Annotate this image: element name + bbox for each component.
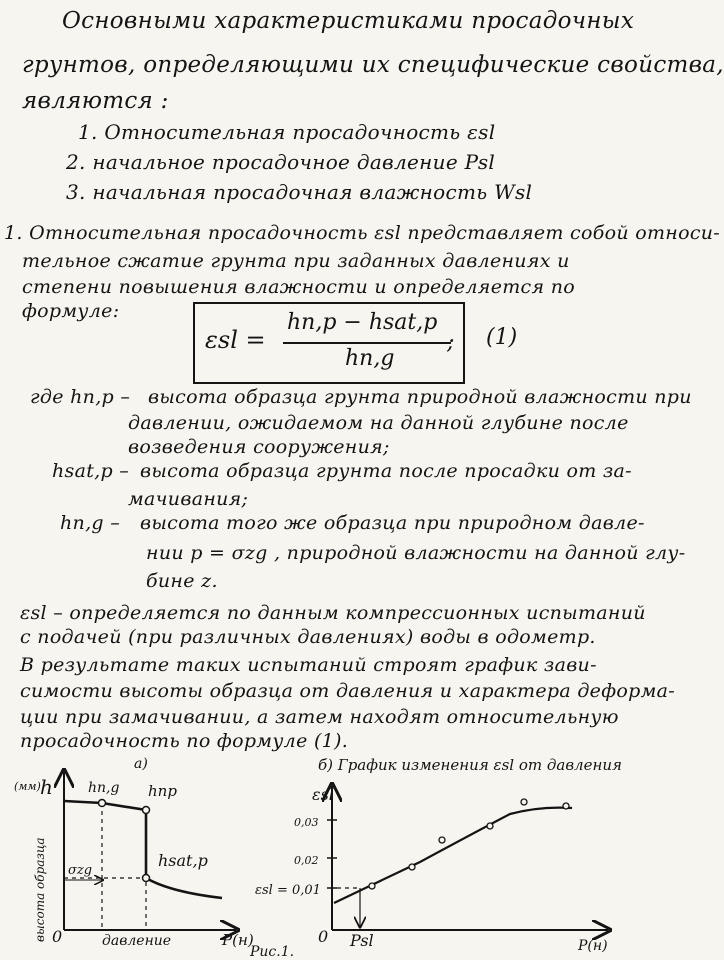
graph-b-label-esl-001: εsl = 0,01 [255, 883, 321, 898]
graph-b-caption: б) График изменения εsl от давления [318, 756, 622, 774]
formula-terminator: ; [447, 330, 455, 355]
graph-a-x-symbol: P(н) [222, 931, 254, 949]
graph-b-point [439, 837, 445, 843]
graph-a-y-axis-label: высота образца [33, 837, 47, 942]
section1-line-1: 1. Относительная просадочность εsl представляет собой относи- [4, 222, 721, 244]
characteristic-2: 2. начальное просадочное давление Psl [66, 150, 496, 174]
graph-a-y-symbol: h [40, 775, 53, 799]
def3-line-2: нии p = σzg , природной влажности на данной глу- [146, 542, 686, 564]
def1-line-3: возведения сооружения; [128, 436, 390, 458]
graph-b-tick-label-002: 0,02 [294, 854, 319, 867]
graph-a-origin: 0 [52, 927, 63, 946]
graph-a-curve [64, 801, 222, 898]
para2-line-1: εsl – определяется по данным компрессионных испытаний [20, 602, 646, 624]
graph-b-origin: 0 [318, 927, 329, 946]
graph-b-point [487, 823, 493, 829]
formula-lhs: εsl = [205, 326, 266, 354]
graph-b-y-symbol: εsl [312, 785, 334, 804]
graph-a-label-hnp: hnp [148, 782, 177, 800]
def3-line-1: высота того же образца при природном давле- [140, 512, 645, 534]
characteristic-3: 3. начальная просадочная влажность Wsl [66, 180, 533, 204]
section1-line-3: степени повышения влажности и определяется по [22, 276, 575, 298]
def1-line-1: высота образца грунта природной влажности при [148, 386, 692, 408]
formula-numerator: hn,p − hsat,p [287, 310, 438, 335]
def2-line-2: мачивания; [128, 488, 249, 510]
graph-b-x-symbol: P(н) [578, 938, 608, 954]
def3-line-3: бине z. [146, 570, 218, 592]
graph-b [255, 756, 622, 954]
graph-a-label-sigma: σzg [68, 863, 93, 878]
graph-b-point [563, 803, 569, 809]
def3-symbol: hn,g – [60, 512, 121, 534]
graph-a-x-axis-label: давление [102, 933, 172, 949]
graph-a-point-hnp [143, 807, 150, 814]
def2-symbol: hsat,p – [52, 460, 130, 482]
graph-a [14, 756, 254, 949]
formula-denominator: hn,g [345, 346, 395, 371]
heading-line-2: грунтов, определяющими их специфические свойства, [22, 52, 724, 78]
graph-b-point [369, 883, 375, 889]
graph-b-tick-label-003: 0,03 [294, 816, 319, 829]
formula-number: (1) [486, 325, 518, 350]
graph-a-point-hng [99, 800, 106, 807]
para2-line-4: симости высоты образца от давления и характера деформа- [20, 680, 676, 702]
def1-line-2: давлении, ожидаемом на данной глубине после [128, 412, 629, 434]
section1-line-4: формуле: [22, 300, 120, 322]
graph-a-point-hsat [143, 875, 150, 882]
heading-line-1: Основными характеристиками просадочных [62, 8, 635, 34]
para2-line-3: В результате таких испытаний строят график зави- [20, 654, 597, 676]
heading-line-3: являются : [22, 88, 169, 114]
graph-b-x-label-psl: Psl [350, 931, 374, 950]
characteristic-1: 1. Относительная просадочность εsl [78, 120, 496, 144]
graph-a-panel-label: а) [134, 756, 148, 772]
def1-symbol: где hn,p – [30, 386, 131, 408]
graph-b-point [521, 799, 527, 805]
graph-a-y-unit: (мм) [14, 780, 41, 793]
def2-line-1: высота образца грунта после просадки от за- [140, 460, 632, 482]
figure-caption: Рис.1. [250, 944, 295, 960]
section1-line-2: тельное сжатие грунта при заданных давлениях и [22, 250, 570, 272]
graph-a-label-hng: hn,g [88, 780, 120, 796]
para2-line-2: с подачей (при различных давлениях) воды в одометр. [20, 626, 596, 648]
graph-a-label-hsatp: hsat,p [158, 851, 208, 870]
graph-b-point [409, 864, 415, 870]
para2-line-6: просадочность по формуле (1). [20, 730, 349, 752]
para2-line-5: ции при замачивании, а затем находят относительную [20, 706, 619, 728]
